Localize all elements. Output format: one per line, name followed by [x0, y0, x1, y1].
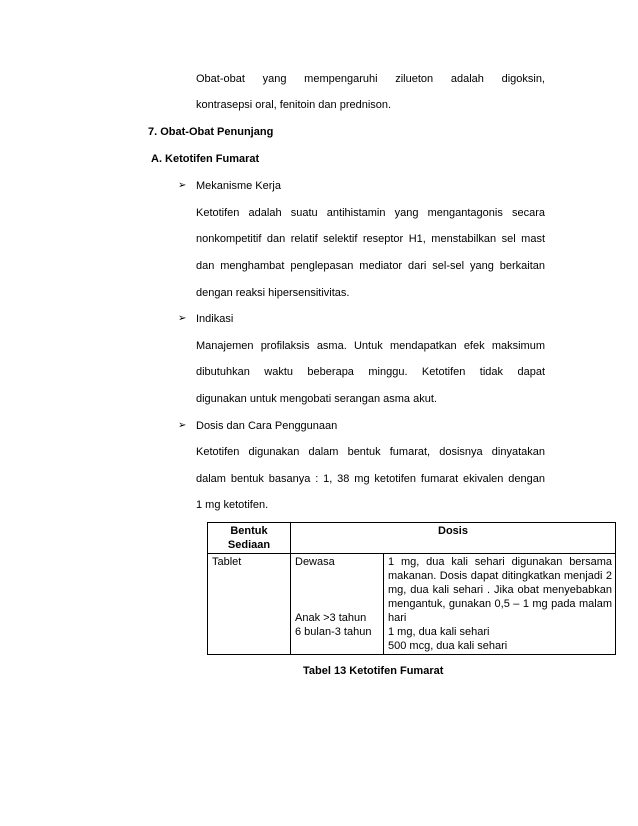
header-dose: Dosis: [291, 523, 616, 554]
arrow-bullet-icon: ➢: [178, 313, 187, 324]
dose-adult: 1 mg, dua kali sehari digunakan bersama makanan. Dosis dapat ditingkatkan menjadi 2 mg, dua kali sehari . Jika obat menyebabkan mengantuk, gunakan 0,5 – 1 mg pada malam hari: [388, 556, 612, 624]
dosis-line-2: dalam bentuk basanya : 1, 38 mg ketotifen fumarat ekivalen dengan: [196, 473, 545, 485]
bullet-title-mekanisme: Mekanisme Kerja: [196, 180, 281, 192]
arrow-bullet-icon: ➢: [178, 420, 187, 431]
mekanisme-line-1: Ketotifen adalah suatu antihistamin yang mengantagonis secara: [196, 207, 545, 219]
dose-child: 1 mg, dua kali sehari: [388, 626, 490, 638]
table-caption: Tabel 13 Ketotifen Fumarat: [303, 665, 444, 677]
indikasi-line-3: digunakan untuk mengobati serangan asma akut.: [196, 393, 437, 405]
mekanisme-line-3: dan menghambat penglepasan mediator dari sel-sel yang berkaitan: [196, 260, 545, 272]
mekanisme-line-2: nonkompetitif dan relatif selektif reseptor H1, menstabilkan sel mast: [196, 233, 545, 245]
bullet-title-dosis: Dosis dan Cara Penggunaan: [196, 420, 338, 432]
dosage-table: [207, 522, 616, 655]
header-form: Bentuk Sediaan: [208, 523, 291, 554]
group-adult: Dewasa: [295, 556, 335, 568]
form-cell: Tablet: [208, 554, 291, 655]
table-header-row: [208, 523, 616, 554]
dose-infant: 500 mcg, dua kali sehari: [388, 640, 508, 652]
dosis-line-3: 1 mg ketotifen.: [196, 499, 269, 511]
intro-line-2: kontrasepsi oral, fenitoin dan prednison.: [196, 99, 392, 111]
indikasi-line-1: Manajemen profilaksis asma. Untuk mendapatkan efek maksimum: [196, 340, 545, 352]
arrow-bullet-icon: ➢: [178, 180, 187, 191]
intro-line-1: Obat-obat yang mempengaruhi zilueton adalah digoksin,: [196, 73, 545, 85]
dose-cell: [384, 554, 616, 655]
bullet-title-indikasi: Indikasi: [196, 313, 234, 325]
group-cell: [291, 554, 384, 655]
dosis-line-1: Ketotifen digunakan dalam bentuk fumarat, dosisnya dinyatakan: [196, 446, 545, 458]
mekanisme-line-4: dengan reaksi hipersensitivitas.: [196, 287, 350, 299]
group-infant: 6 bulan-3 tahun: [295, 626, 372, 638]
subsection-heading: A. Ketotifen Fumarat: [151, 153, 260, 165]
indikasi-line-2: dibutuhkan waktu beberapa minggu. Ketotifen tidak dapat: [196, 366, 545, 378]
section-heading: 7. Obat-Obat Penunjang: [148, 126, 274, 138]
group-child: Anak >3 tahun: [295, 612, 367, 624]
table-row: [208, 554, 616, 655]
